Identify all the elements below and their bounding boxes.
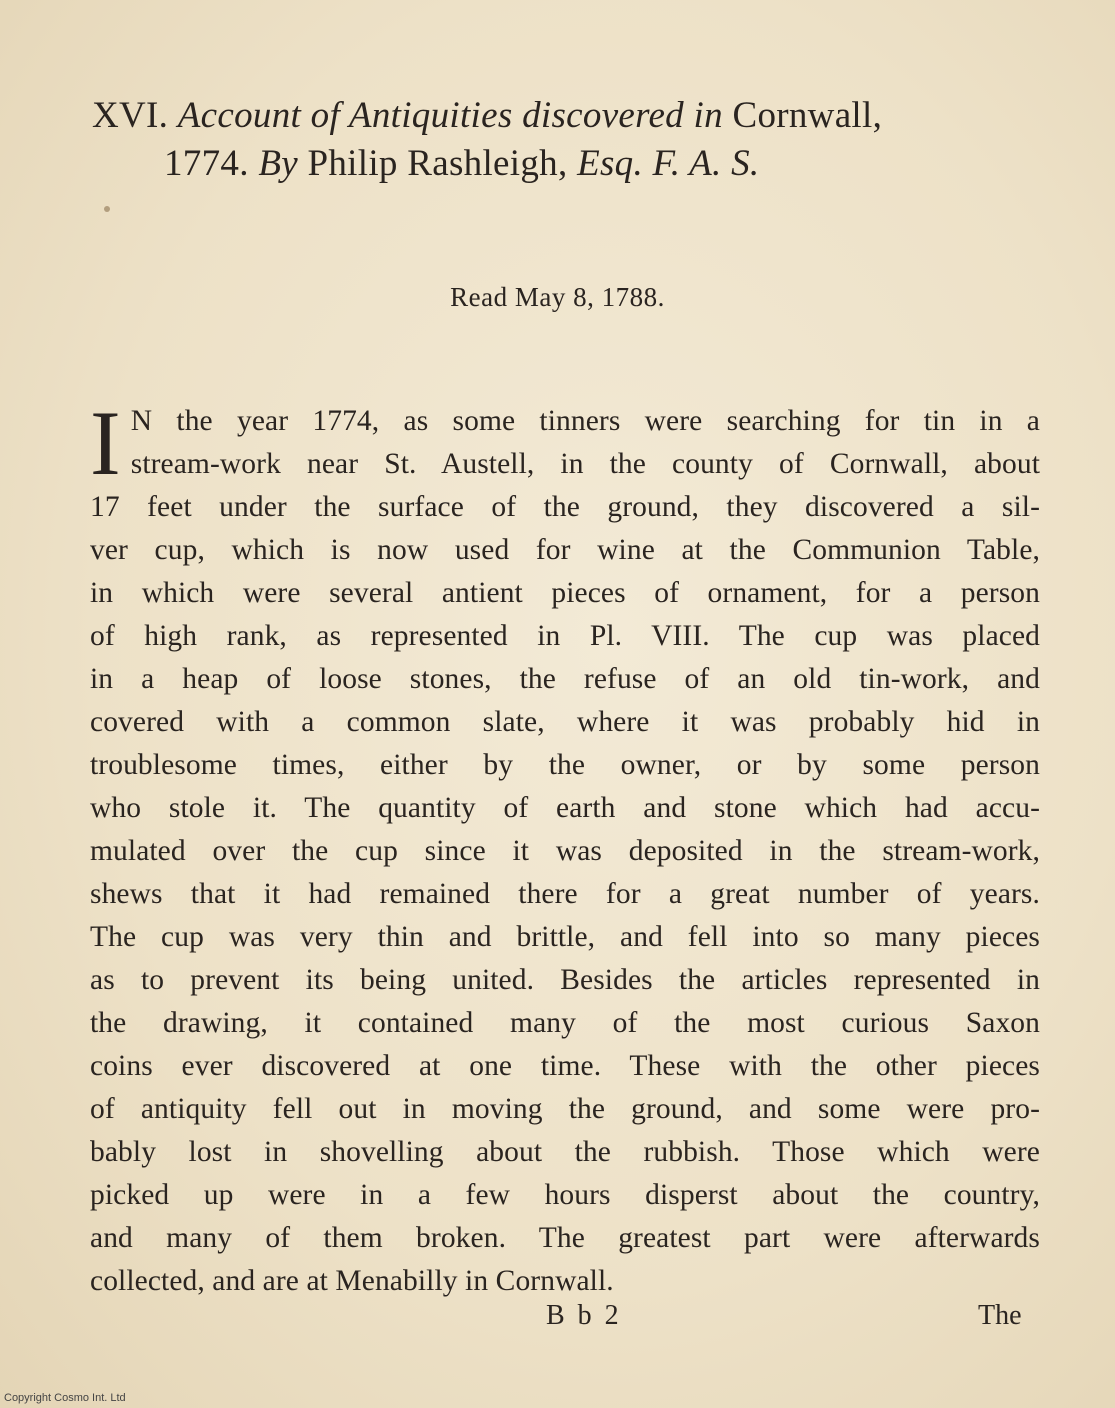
title-year: 1774. (164, 143, 249, 184)
body-line: ver cup, which is now used for wine at the Communion Table, (90, 534, 1040, 566)
title-number: XVI. (92, 95, 169, 136)
body-line: as to prevent its being united. Besides the articles represented in (90, 964, 1040, 996)
body-line: troublesome times, either by the owner, or by some person (90, 749, 1040, 781)
body-line: shews that it had remained there for a great number of years. (90, 878, 1040, 910)
body-line: of antiquity fell out in moving the ground, and some were pro- (90, 1093, 1040, 1125)
body-line: collected, and are at Menabilly in Cornwall. (90, 1265, 614, 1297)
drop-cap: I (90, 392, 121, 494)
title-by: By (258, 143, 298, 184)
body-line: picked up were in a few hours disperst about the country, (90, 1179, 1040, 1211)
body-line: and many of them broken. The greatest part were afterwards (90, 1222, 1040, 1254)
catchword: The (978, 1300, 1022, 1331)
body-line: in which were several antient pieces of ornament, for a person (90, 577, 1040, 609)
body-line: of high rank, as represented in Pl. VIII. The cup was placed (90, 620, 1040, 652)
body-line: mulated over the cup since it was deposited in the stream-work, (90, 835, 1040, 867)
title-line-2 (92, 140, 1052, 188)
body-line: N the year 1774, as some tinners were searching for tin in a (130, 405, 1040, 437)
ink-spot (104, 206, 110, 212)
title-italic: Account of Antiquities discovered in (177, 95, 723, 136)
body-line: coins ever discovered at one time. These with the other pieces (90, 1050, 1040, 1082)
body-line: bably lost in shovelling about the rubbish. Those which were (90, 1136, 1040, 1168)
body-line: covered with a common slate, where it was probably hid in (90, 706, 1040, 738)
body-line: 17 feet under the surface of the ground, they discovered a sil- (90, 491, 1040, 523)
read-date: Read May 8, 1788. (450, 282, 665, 312)
title-author: Philip Rashleigh, (307, 143, 568, 184)
body-line: in a heap of loose stones, the refuse of an old tin-work, and (90, 663, 1040, 695)
title-place: Cornwall, (732, 95, 883, 136)
body-line: The cup was very thin and brittle, and fell into so many pieces (90, 921, 1040, 953)
copyright-notice: Copyright Cosmo Int. Ltd (4, 1392, 126, 1404)
body-line: stream-work near St. Austell, in the county of Cornwall, about (130, 448, 1040, 480)
signature-mark: B b 2 (546, 1300, 622, 1331)
title-suffix: Esq. F. A. S. (577, 143, 760, 184)
body-text (90, 392, 1040, 1303)
body-line: the drawing, it contained many of the most curious Saxon (90, 1007, 1040, 1039)
article-title (92, 92, 1052, 188)
body-line: who stole it. The quantity of earth and stone which had accu- (90, 792, 1040, 824)
